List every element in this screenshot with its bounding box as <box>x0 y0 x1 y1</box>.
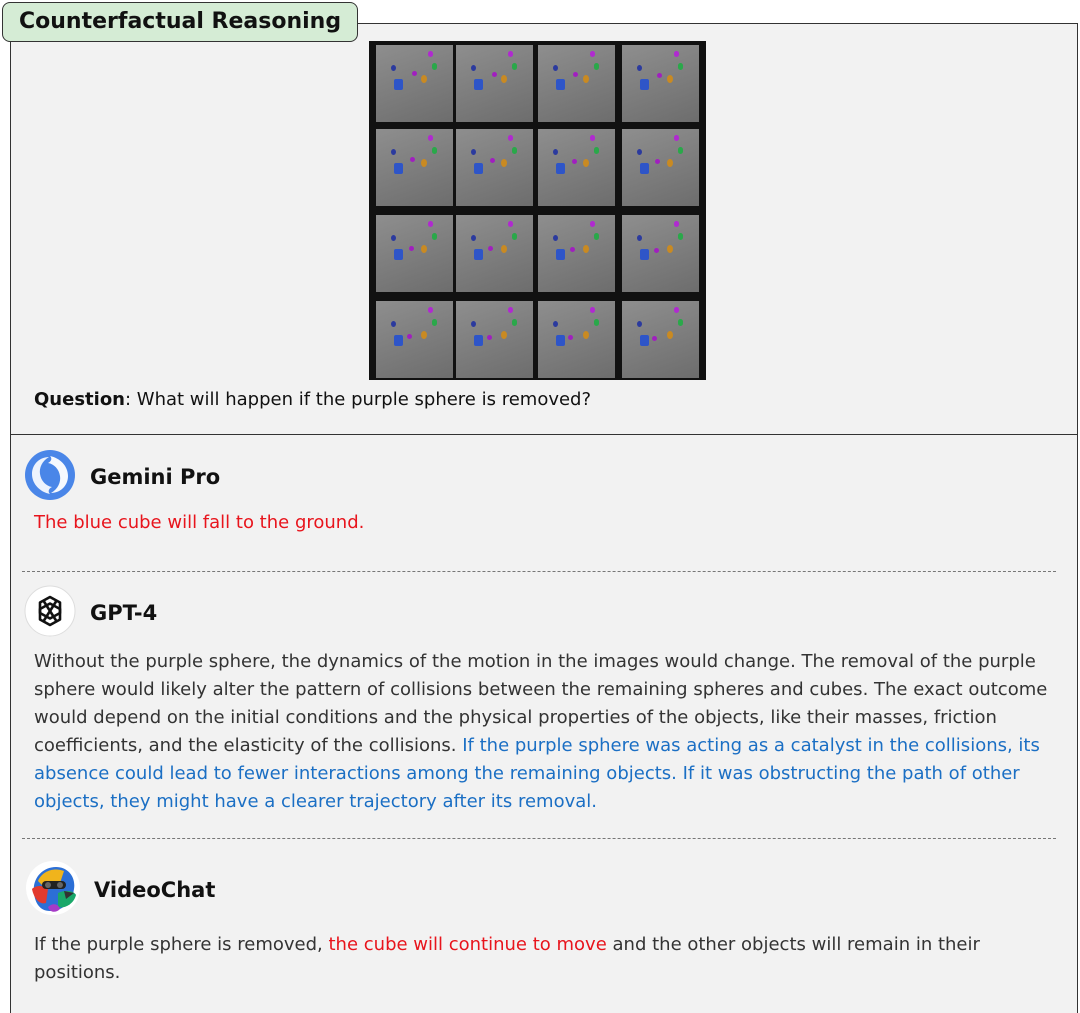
scene-object <box>678 233 683 240</box>
scene-object <box>428 51 433 57</box>
section-title-tab: Counterfactual Reasoning <box>2 2 358 42</box>
scene-object <box>487 335 492 340</box>
scene-object <box>637 65 642 71</box>
video-frame-thumbnail <box>376 215 453 292</box>
scene-object <box>512 63 517 70</box>
gpt4-answer-plain: Without the purple sphere, the dynamics of the motion in the images would change. The removal of the purple sphere would likely alter the pattern of collisions between the remaining spheres and cubes. The exact outcome would depend on the initial conditions and the physical properties of the objects, like their masses, friction coefficients, and the elasticity of the collisions. <box>34 651 1048 756</box>
scene-object <box>508 135 513 141</box>
gpt4-answer <box>34 648 1054 816</box>
scene-object <box>432 319 437 326</box>
scene-object <box>512 319 517 326</box>
video-frame-thumbnail <box>538 45 615 122</box>
scene-object <box>640 335 649 346</box>
scene-object <box>432 147 437 154</box>
video-frame-thumbnail <box>622 215 699 292</box>
scene-object <box>678 319 683 326</box>
scene-object <box>572 159 577 164</box>
videochat-answer-post: and the other objects will remain in their positions. <box>34 934 980 983</box>
scene-object <box>421 331 427 339</box>
scene-object <box>655 159 660 164</box>
scene-object <box>640 79 649 90</box>
videochat-answer-highlight: the cube will continue to move <box>328 934 607 955</box>
video-frame-thumbnail <box>456 45 533 122</box>
scene-object <box>394 335 403 346</box>
question-text <box>34 389 591 410</box>
scene-object <box>583 75 589 83</box>
gemini-header <box>24 449 220 505</box>
scene-object <box>674 51 679 57</box>
scene-object <box>594 63 599 70</box>
scene-object <box>428 221 433 227</box>
video-frame-thumbnail <box>538 215 615 292</box>
videochat-header <box>24 859 215 921</box>
scene-object <box>590 221 595 227</box>
gemini-logo-icon <box>24 449 76 505</box>
scene-object <box>490 158 495 163</box>
video-frame-thumbnail <box>376 301 453 378</box>
scene-object <box>474 79 483 90</box>
scene-object <box>657 73 662 78</box>
gpt4-name: GPT-4 <box>90 601 158 625</box>
scene-object <box>590 135 595 141</box>
scene-object <box>678 63 683 70</box>
scene-object <box>508 221 513 227</box>
video-frame-thumbnail <box>538 129 615 206</box>
dashed-divider <box>22 571 1056 572</box>
video-frame-thumbnail <box>456 215 533 292</box>
gemini-answer <box>34 509 1054 537</box>
videochat-answer <box>34 931 1054 987</box>
scene-object <box>409 246 414 251</box>
scene-object <box>678 147 683 154</box>
scene-object <box>407 334 412 339</box>
scene-object <box>654 248 659 253</box>
parrot-avatar-icon <box>24 859 82 921</box>
video-frame-thumbnail <box>376 45 453 122</box>
videochat-name: VideoChat <box>94 878 216 902</box>
scene-object <box>394 79 403 90</box>
scene-object <box>583 331 589 339</box>
gpt4-answer-highlight: If the purple sphere was acting as a catalyst in the collisions, its absence could lead to fewer interactions among the remaining objects. If it was obstructing the path of other objects, they might have a clearer trajectory after its removal. <box>34 735 1040 812</box>
scene-object <box>508 307 513 313</box>
scene-object <box>583 245 589 253</box>
scene-object <box>573 72 578 77</box>
video-frame-thumbnail <box>538 301 615 378</box>
scene-object <box>421 159 427 167</box>
scene-object <box>432 63 437 70</box>
scene-object <box>590 51 595 57</box>
scene-object <box>556 79 565 90</box>
scene-object <box>428 135 433 141</box>
scene-object <box>410 157 415 162</box>
scene-object <box>421 75 427 83</box>
scene-object <box>508 51 513 57</box>
scene-object <box>556 249 565 260</box>
scene-object <box>594 319 599 326</box>
scene-object <box>512 233 517 240</box>
scene-object <box>667 331 673 339</box>
video-frame-thumbnail <box>456 129 533 206</box>
scene-object <box>594 233 599 240</box>
scene-object <box>674 307 679 313</box>
video-frame-grid <box>369 41 706 380</box>
scene-object <box>553 65 558 71</box>
video-frame-thumbnail <box>622 301 699 378</box>
video-frame-thumbnail <box>622 129 699 206</box>
scene-object <box>501 331 507 339</box>
scene-object <box>553 235 558 241</box>
scene-object <box>394 163 403 174</box>
scene-object <box>492 72 497 77</box>
scene-object <box>674 135 679 141</box>
scene-object <box>553 149 558 155</box>
scene-object <box>391 321 396 327</box>
scene-object <box>640 163 649 174</box>
scene-object <box>391 149 396 155</box>
scene-object <box>412 71 417 76</box>
question-label: Question <box>34 389 125 410</box>
gpt4-header <box>24 585 157 641</box>
scene-object <box>570 247 575 252</box>
gemini-answer-text: The blue cube will fall to the ground. <box>34 512 365 533</box>
scene-object <box>421 245 427 253</box>
scene-object <box>568 335 573 340</box>
scene-object <box>594 147 599 154</box>
scene-object <box>432 233 437 240</box>
question-body: : What will happen if the purple sphere is removed? <box>125 389 592 410</box>
scene-object <box>471 65 476 71</box>
scene-object <box>394 249 403 260</box>
gemini-name: Gemini Pro <box>90 465 221 489</box>
scene-object <box>512 147 517 154</box>
video-frame-thumbnail <box>622 45 699 122</box>
dashed-divider <box>22 838 1056 839</box>
scene-object <box>556 163 565 174</box>
scene-object <box>471 149 476 155</box>
scene-object <box>488 246 493 251</box>
scene-object <box>583 159 589 167</box>
scene-object <box>667 245 673 253</box>
scene-object <box>474 335 483 346</box>
scene-object <box>471 235 476 241</box>
video-frame-thumbnail <box>376 129 453 206</box>
section-divider <box>10 434 1078 435</box>
openai-logo-icon <box>24 585 76 641</box>
videochat-answer-pre: If the purple sphere is removed, <box>34 934 329 955</box>
scene-object <box>428 307 433 313</box>
scene-object <box>637 235 642 241</box>
scene-object <box>637 149 642 155</box>
scene-object <box>590 307 595 313</box>
scene-object <box>667 75 673 83</box>
scene-object <box>391 65 396 71</box>
scene-object <box>501 245 507 253</box>
scene-object <box>674 221 679 227</box>
scene-object <box>471 321 476 327</box>
scene-object <box>474 163 483 174</box>
scene-object <box>637 321 642 327</box>
scene-object <box>652 336 657 341</box>
scene-object <box>391 235 396 241</box>
scene-object <box>667 159 673 167</box>
video-frame-thumbnail <box>456 301 533 378</box>
scene-object <box>556 335 565 346</box>
scene-object <box>501 75 507 83</box>
scene-object <box>474 249 483 260</box>
scene-object <box>640 249 649 260</box>
scene-object <box>553 321 558 327</box>
scene-object <box>501 159 507 167</box>
